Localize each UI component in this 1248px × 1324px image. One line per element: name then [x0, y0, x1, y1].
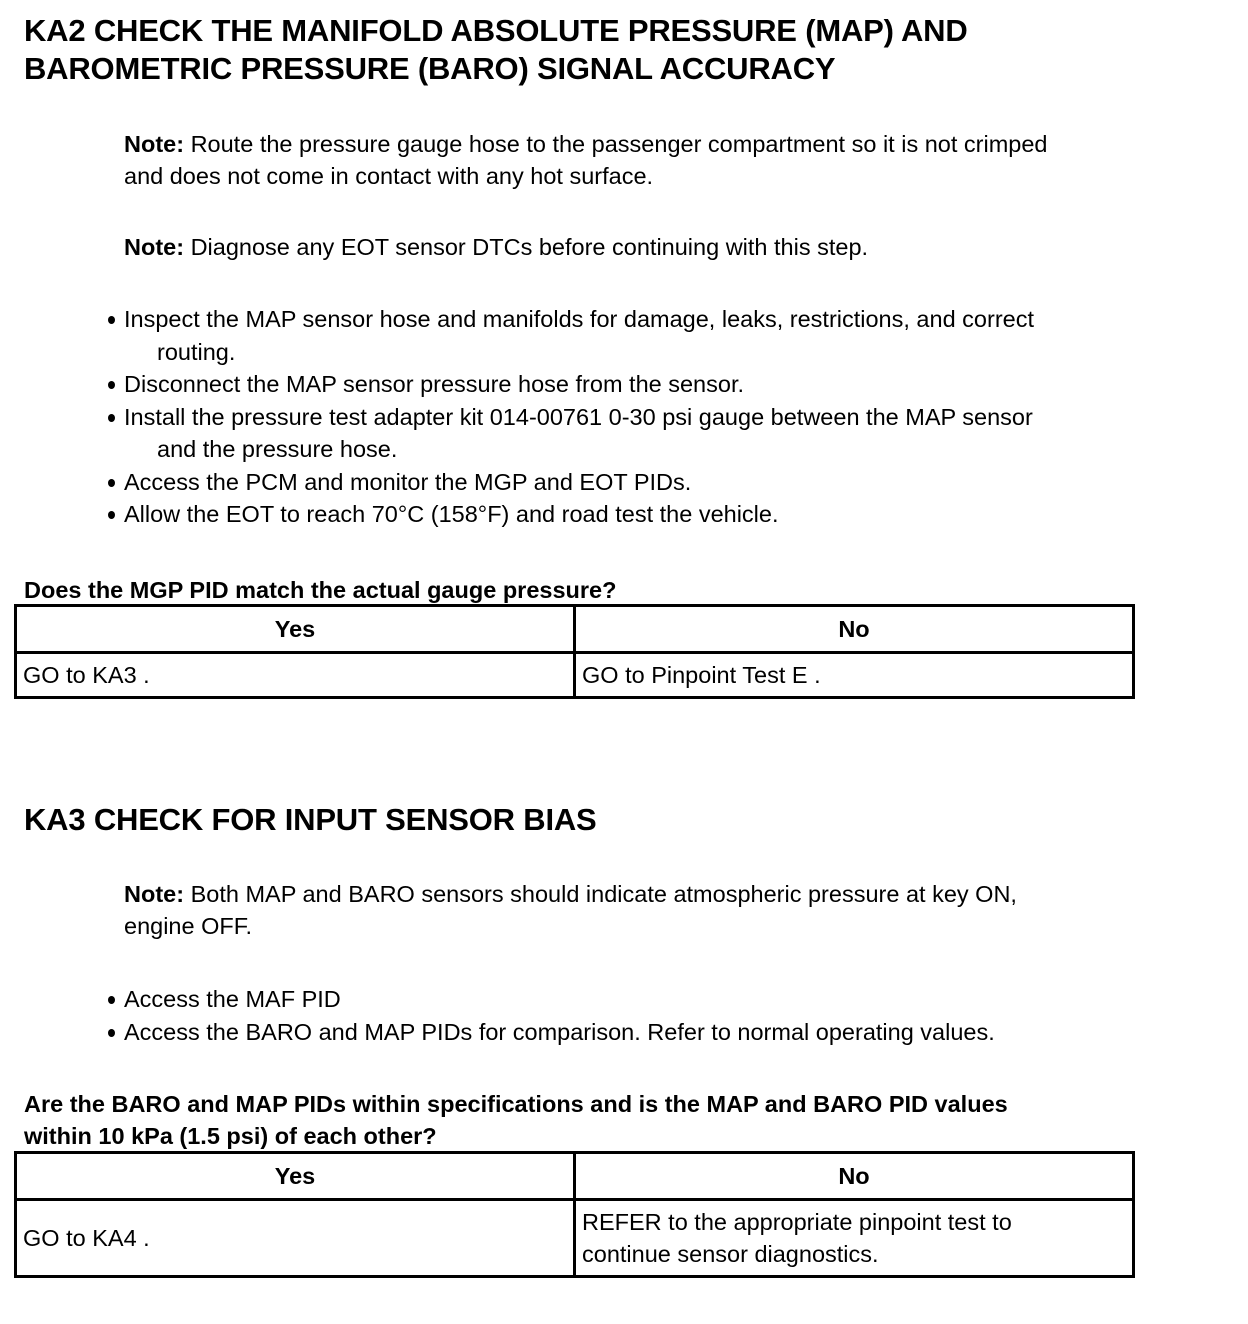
- table-header-row: [16, 606, 1134, 653]
- list-item: [106, 401, 1226, 466]
- header-yes: Yes: [16, 1153, 575, 1200]
- list-item: [106, 368, 1226, 401]
- list-item: [106, 498, 1226, 531]
- heading-line: BAROMETRIC PRESSURE (BARO) SIGNAL ACCURACY: [24, 51, 836, 86]
- list-item: [106, 1016, 1226, 1049]
- note-ka2-eot: [124, 231, 1234, 263]
- list-item-text: Access the PCM and monitor the MGP and EOT PIDs.: [124, 468, 692, 495]
- list-item-text: Access the MAF PID: [124, 986, 341, 1012]
- cell-yes-action[interactable]: GO to KA4 .: [16, 1200, 575, 1277]
- list-item-text: Allow the EOT to reach 70°C (158°F) and road test the vehicle.: [124, 501, 779, 527]
- question-line: within 10 kPa (1.5 psi) of each other?: [24, 1123, 437, 1149]
- cell-no-action[interactable]: [575, 1200, 1134, 1277]
- list-item-text: Disconnect the MAP sensor pressure hose from the sensor.: [124, 371, 745, 397]
- question-ka2: Does the MGP PID match the actual gauge pressure?: [24, 577, 617, 603]
- header-yes: Yes: [16, 606, 575, 653]
- bullet-icon: [108, 996, 115, 1004]
- cell-text-line: continue sensor diagnostics.: [582, 1241, 879, 1267]
- bullet-icon: [108, 414, 115, 422]
- bullet-icon: [108, 1029, 115, 1037]
- note-text: Both MAP and BARO sensors should indicate atmospheric pressure at key ON,: [184, 881, 1017, 907]
- list-item: [106, 466, 1226, 499]
- note-label: Note:: [124, 881, 185, 907]
- note-label: Note:: [124, 131, 185, 157]
- question-line: Are the BARO and MAP PIDs within specifications and is the MAP and BARO PID values: [24, 1091, 1008, 1117]
- heading-line: KA2 CHECK THE MANIFOLD ABSOLUTE PRESSURE (MAP) AND: [24, 13, 968, 48]
- note-text-cont: and does not come in contact with any hot surface.: [124, 163, 654, 189]
- note-text: Diagnose any EOT sensor DTCs before continuing with this step.: [184, 234, 869, 260]
- note-ka3-atmospheric: [124, 878, 1234, 942]
- cell-no-action[interactable]: GO to Pinpoint Test E .: [575, 653, 1134, 698]
- list-item: [106, 983, 1226, 1016]
- note-label: Note:: [124, 234, 185, 260]
- list-item-text: Inspect the MAP sensor hose and manifolds for damage, leaks, restrictions, and correct: [124, 306, 1034, 332]
- list-item-text: Access the BARO and MAP PIDs for comparison. Refer to normal operating values.: [124, 1018, 995, 1045]
- table-row: [16, 653, 1134, 698]
- heading-line: KA3 CHECK FOR INPUT SENSOR BIAS: [24, 802, 597, 837]
- cell-yes-action[interactable]: GO to KA3 .: [16, 653, 575, 698]
- bullet-icon: [108, 316, 115, 324]
- list-item-text: Install the pressure test adapter kit 014-00761 0-30 psi gauge between the MAP sensor: [124, 403, 1033, 430]
- list-item-text-cont: and the pressure hose.: [157, 436, 398, 462]
- list-item-text-cont: routing.: [157, 338, 236, 365]
- question-ka3: [24, 1088, 1224, 1152]
- list-item: [106, 303, 1226, 368]
- note-text: Route the pressure gauge hose to the passenger compartment so it is not crimped: [184, 131, 1048, 157]
- note-ka2-hose: [124, 128, 1234, 192]
- table-header-row: [16, 1153, 1134, 1200]
- bullet-icon: [108, 479, 115, 487]
- header-no: No: [575, 606, 1134, 653]
- section-heading-ka2: [24, 12, 968, 88]
- decision-table-ka2: [14, 604, 1135, 699]
- section-heading-ka3: [24, 801, 597, 839]
- ka2-bullet-list: [106, 303, 1226, 531]
- note-text-cont: engine OFF.: [124, 913, 253, 939]
- decision-table-ka3: [14, 1151, 1135, 1278]
- ka3-bullet-list: [106, 983, 1226, 1048]
- bullet-icon: [108, 381, 115, 389]
- cell-text-line: REFER to the appropriate pinpoint test to: [582, 1209, 1012, 1235]
- bullet-icon: [108, 511, 115, 519]
- table-row: [16, 1200, 1134, 1277]
- header-no: No: [575, 1153, 1134, 1200]
